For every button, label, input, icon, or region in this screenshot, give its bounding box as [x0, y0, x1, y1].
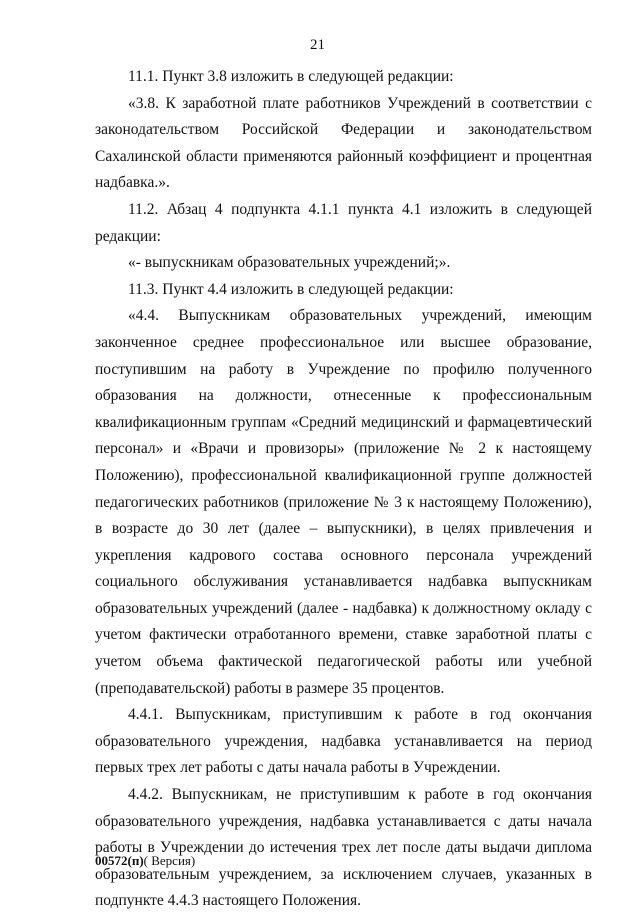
paragraph-3-8-text: «3.8. К заработной плате работников Учреждений в соответствии с законодательством Российской Федерации и законодательством Сахалинской области применяются районный коэффициент и процентная надбавка.».: [95, 94, 592, 192]
paragraph-11-1: 11.1. Пункт 3.8 изложить в следующей редакции:: [128, 68, 454, 85]
paragraph-graduates-item: «- выпускникам образовательных учреждений;».: [128, 254, 451, 272]
paragraph-11-2: 11.2. Абзац 4 подпункта 4.1.1 пункта 4.1 изложить в следующей редакции:: [95, 200, 592, 245]
paragraph-11-3: 11.3. Пункт 4.4 изложить в следующей редакции:: [128, 280, 454, 298]
document-body: [95, 64, 592, 915]
paragraph-4-4: «4.4. Выпускникам образовательных учреждений, имеющим законченное среднее профессиональное или высшее образование, поступившим на работу в Учреждение по профилю полученного образования на должности, отнесенные к профессиональным квалификационным группам «Средний медицинский и фармацевтический персонал» и «Врачи и провизоры» (приложение № 2 к настоящему Положению), профессиональной квалификационной группе должностей педагогических работников (приложение № 3 к настоящему Положению), в возрасте до 30 лет (далее – выпускники), в целях привлечения и укрепления кадрового состава основного персонала учреждений социального обслуживания устанавливается надбавка выпускникам образовательных учреждений (далее - надбавка) к должностному окладу с учетом фактически отработанного времени, ставке заработной платы с учетом объема фактической педагогической работы или учебной (преподавательской) работы в размере 35 процентов.: [95, 307, 592, 697]
paragraph-4-4-1: 4.4.1. Выпускникам, приступившим к работе в год окончания образовательного учреждения, надбавка устанавливается на период первых трех лет работы с даты начала работы в Учреждении.: [95, 706, 592, 777]
document-code: 00572(п): [95, 853, 144, 868]
document-footer: [95, 853, 195, 869]
page-number: 21: [310, 37, 325, 53]
paragraph-4-4-2: 4.4.2. Выпускникам, не приступившим к работе в год окончания образовательного учреждения, надбавка устанавливается с даты начала работы в Учреждении до истечения трех лет после даты выдачи диплома образовательным учреждением, за исключением случаев, указанных в подпункте 4.4.3 настоящего Положения.: [95, 786, 592, 910]
document-version: ( Версия): [143, 853, 196, 868]
